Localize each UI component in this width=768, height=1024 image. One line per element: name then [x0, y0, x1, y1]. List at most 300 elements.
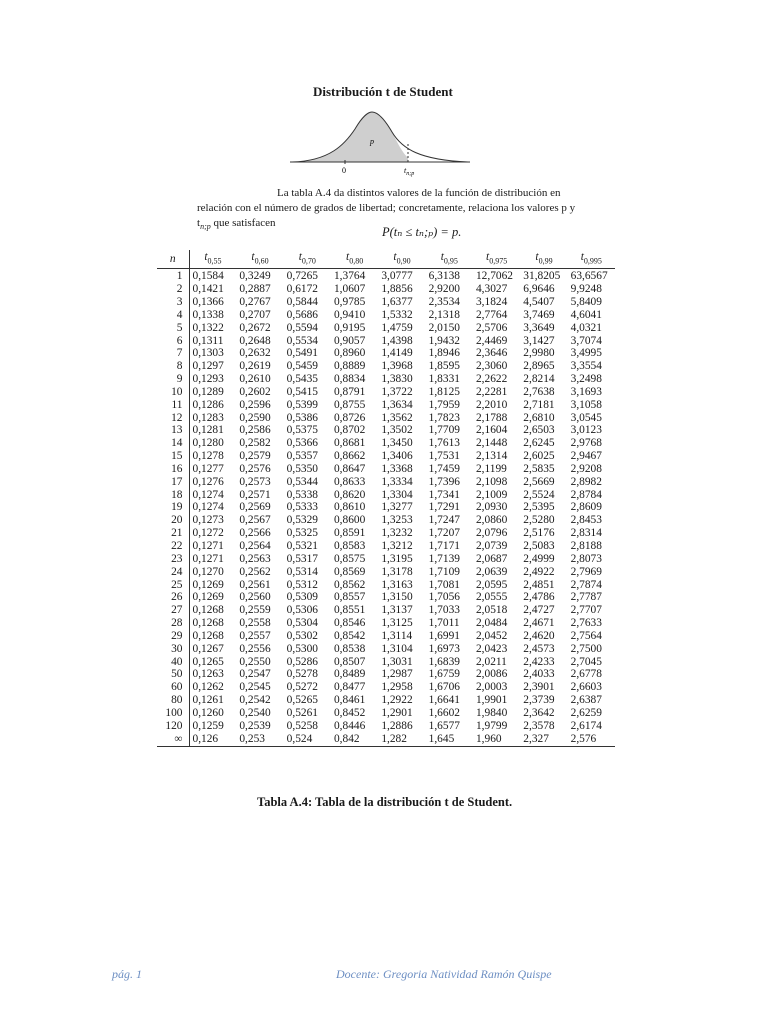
row-n: 120	[157, 720, 189, 733]
table-cell: 2,0423	[475, 642, 508, 655]
table-cell: 1,8331	[428, 373, 460, 386]
table-cell: 0,5306	[286, 604, 318, 617]
table-cell: 0,8557	[333, 591, 366, 604]
header-sub: 0,95	[443, 256, 458, 266]
table-cell: 0,5258	[286, 719, 318, 732]
table-cell: 0,1269	[192, 591, 224, 604]
table-cell: 2,6810	[523, 411, 555, 424]
table-row	[157, 694, 615, 707]
table-cell: 2,8188	[570, 540, 602, 553]
table-cell: 0,5844	[286, 295, 318, 308]
table-cell: 1,3634	[381, 398, 413, 411]
table-row	[157, 399, 615, 412]
table-cell: 0,8591	[333, 527, 366, 540]
table-cell: 1,8595	[428, 360, 460, 373]
table-row	[157, 668, 615, 681]
header-sub: 0,99	[538, 256, 553, 266]
row-n: 60	[157, 681, 189, 694]
table-cell: 0,2559	[239, 604, 271, 617]
table-cell: 1,8125	[428, 385, 460, 398]
table-cell: 0,9785	[333, 295, 366, 308]
row-n: 13	[157, 424, 189, 437]
header-quantile	[568, 250, 615, 269]
table-cell: 2,0452	[475, 629, 508, 642]
table-cell: 5,8409	[570, 295, 602, 308]
table-cell: 4,0321	[570, 321, 602, 334]
table-cell: 1,2987	[381, 668, 413, 681]
table-cell: 4,6041	[570, 308, 602, 321]
table-cell: 3,1693	[570, 385, 602, 398]
table-cell: 2,2281	[475, 385, 508, 398]
table-row	[157, 463, 615, 476]
table-cell: 2,4469	[475, 334, 508, 347]
table-cell: 0,2563	[239, 552, 271, 565]
table-cell: 0,1270	[192, 565, 224, 578]
row-n: 8	[157, 360, 189, 373]
table-cell: 0,5302	[286, 629, 318, 642]
table-cell: 1,645	[428, 732, 455, 745]
header-sub: 0,60	[254, 256, 269, 266]
table-cell: 0,2586	[239, 424, 271, 437]
table-cell: 1,3163	[381, 578, 413, 591]
table-cell: 2,5669	[523, 475, 555, 488]
table-cell: 1,7109	[428, 565, 460, 578]
table-cell: 4,3027	[475, 283, 508, 296]
table-cell: 0,5314	[286, 565, 318, 578]
table-cell: 2,7707	[570, 604, 602, 617]
table-cell: 2,0739	[475, 540, 508, 553]
table-cell: 1,4398	[381, 334, 413, 347]
table-cell: 0,5309	[286, 591, 318, 604]
table-cell: 0,126	[192, 732, 219, 745]
table-cell: 2,0555	[475, 591, 508, 604]
table-row	[157, 347, 615, 360]
table-row	[157, 296, 615, 309]
intro-sub: n;p	[200, 222, 211, 232]
table-cell: 0,5459	[286, 360, 318, 373]
table-cell: 0,5304	[286, 617, 318, 630]
table-cell: 0,1366	[192, 295, 224, 308]
t-table-container	[157, 250, 615, 747]
formula: P(tₙ ≤ tₙ;ₚ) = p.	[382, 225, 462, 239]
header-sub: 0,90	[396, 256, 411, 266]
table-cell: 1,3830	[381, 373, 413, 386]
table-cell: 1,2958	[381, 681, 413, 694]
table-row	[157, 681, 615, 694]
table-cell: 2,4033	[523, 668, 555, 681]
table-cell: 2,0796	[475, 527, 508, 540]
table-cell: 6,3138	[428, 270, 460, 283]
row-n: 5	[157, 322, 189, 335]
table-cell: 0,1274	[192, 501, 224, 514]
table-cell: 2,6174	[570, 719, 602, 732]
table-row	[157, 450, 615, 463]
table-cell: 9,9248	[570, 283, 602, 296]
row-n: 11	[157, 399, 189, 412]
header-sub: 0,55	[207, 256, 222, 266]
row-n: 10	[157, 386, 189, 399]
table-cell: 2,1318	[428, 308, 460, 321]
table-cell: 0,1276	[192, 475, 224, 488]
row-n: ∞	[157, 733, 189, 746]
table-cell: 0,9195	[333, 321, 366, 334]
table-row	[157, 733, 615, 746]
table-cell: 2,0003	[475, 681, 508, 694]
table-cell: 2,8982	[570, 475, 602, 488]
row-n: 19	[157, 501, 189, 514]
table-cell: 0,5321	[286, 540, 318, 553]
table-row	[157, 527, 615, 540]
table-cell: 0,2567	[239, 514, 271, 527]
table-cell: 0,5357	[286, 450, 318, 463]
table-cell: 2,7764	[475, 308, 508, 321]
table-cell: 1,3722	[381, 385, 413, 398]
table-cell: 2,1448	[475, 437, 508, 450]
table-cell: 0,8542	[333, 629, 366, 642]
table-cell: 2,6245	[523, 437, 555, 450]
table-cell: 1,6973	[428, 642, 460, 655]
table-cell: 1,6577	[428, 719, 460, 732]
table-cell: 1,3104	[381, 642, 413, 655]
table-row	[157, 283, 615, 296]
table-row	[157, 566, 615, 579]
table-cell: 0,1303	[192, 347, 224, 360]
table-cell: 2,0639	[475, 565, 508, 578]
table-cell: 0,2590	[239, 411, 271, 424]
table-cell: 1,7247	[428, 514, 460, 527]
table-cell: 2,7638	[523, 385, 555, 398]
table-cell: 1,9840	[475, 706, 508, 719]
table-cell: 2,576	[570, 732, 597, 745]
table-cell: 0,5686	[286, 308, 318, 321]
table-cell: 0,1265	[192, 655, 224, 668]
table-cell: 2,2010	[475, 398, 508, 411]
table-cell: 2,8965	[523, 360, 555, 373]
table-cell: 0,1286	[192, 398, 224, 411]
table-cell: 0,2557	[239, 629, 271, 642]
table-cell: 0,8489	[333, 668, 366, 681]
table-cell: 0,2672	[239, 321, 271, 334]
row-n: 14	[157, 437, 189, 450]
table-cell: 1,4149	[381, 347, 413, 360]
table-cell: 0,8791	[333, 385, 366, 398]
row-n: 18	[157, 489, 189, 502]
table-cell: 0,8551	[333, 604, 366, 617]
table-row	[157, 309, 615, 322]
table-row	[157, 643, 615, 656]
table-cell: 0,2564	[239, 540, 271, 553]
table-cell: 0,2648	[239, 334, 271, 347]
table-row	[157, 579, 615, 592]
row-n: 15	[157, 450, 189, 463]
row-n: 4	[157, 309, 189, 322]
table-cell: 1,3406	[381, 450, 413, 463]
table-row	[157, 424, 615, 437]
table-cell: 0,8461	[333, 694, 366, 707]
table-cell: 3,0123	[570, 424, 602, 437]
table-cell: 0,1311	[192, 334, 224, 347]
table-cell: 0,1272	[192, 527, 224, 540]
table-row	[157, 591, 615, 604]
header-quantile	[236, 250, 283, 269]
table-cell: 0,1283	[192, 411, 224, 424]
table-cell: 1,6641	[428, 694, 460, 707]
table-cell: 1,7823	[428, 411, 460, 424]
table-cell: 1,7207	[428, 527, 460, 540]
header-quantile	[473, 250, 520, 269]
table-cell: 0,8610	[333, 501, 366, 514]
table-cell: 2,4727	[523, 604, 555, 617]
table-cell: 2,5083	[523, 540, 555, 553]
row-n: 7	[157, 347, 189, 360]
table-cell: 0,1261	[192, 694, 224, 707]
table-cell: 0,5265	[286, 694, 318, 707]
table-cell: 1,3368	[381, 462, 413, 475]
table-cell: 1,6759	[428, 668, 460, 681]
table-row	[157, 514, 615, 527]
row-n: 25	[157, 579, 189, 592]
table-cell: 2,3642	[523, 706, 555, 719]
table-cell: 0,2561	[239, 578, 271, 591]
table-cell: 0,5399	[286, 398, 318, 411]
table-body	[157, 269, 615, 746]
intro-end: que satisfacen	[210, 217, 276, 229]
table-cell: 2,2622	[475, 373, 508, 386]
table-cell: 0,1278	[192, 450, 224, 463]
table-cell: 0,842	[333, 732, 360, 745]
table-cell: 2,0595	[475, 578, 508, 591]
table-cell: 2,0086	[475, 668, 508, 681]
table-cell: 2,3739	[523, 694, 555, 707]
table-cell: 2,3534	[428, 295, 460, 308]
table-cell: 1,6839	[428, 655, 460, 668]
row-n: 40	[157, 656, 189, 669]
table-cell: 0,1268	[192, 629, 224, 642]
table-cell: 0,8633	[333, 475, 366, 488]
table-cell: 2,0930	[475, 501, 508, 514]
table-cell: 4,5407	[523, 295, 555, 308]
table-cell: 0,8620	[333, 488, 366, 501]
footer-page: pág. 1	[112, 967, 142, 981]
table-cell: 2,5176	[523, 527, 555, 540]
row-n: 100	[157, 707, 189, 720]
table-cell: 1,7459	[428, 462, 460, 475]
table-cell: 2,1098	[475, 475, 508, 488]
row-n: 20	[157, 514, 189, 527]
table-cell: 0,1274	[192, 488, 224, 501]
table-cell: 0,5312	[286, 578, 318, 591]
table-cell: 0,2707	[239, 308, 271, 321]
table-cell: 0,9410	[333, 308, 366, 321]
header-sub: 0,70	[301, 256, 316, 266]
table-cell: 2,5706	[475, 321, 508, 334]
table-cell: 0,8755	[333, 398, 366, 411]
table-cell: 1,3031	[381, 655, 413, 668]
table-cell: 1,7171	[428, 540, 460, 553]
table-row	[157, 437, 615, 450]
table-cell: 3,7074	[570, 334, 602, 347]
table-cell: 3,4995	[570, 347, 602, 360]
table-cell: 2,9768	[570, 437, 602, 450]
table-cell: 1,7531	[428, 450, 460, 463]
table-cell: 2,4620	[523, 629, 555, 642]
table-cell: 0,8538	[333, 642, 366, 655]
table-cell: 0,8889	[333, 360, 366, 373]
table-cell: 0,6172	[286, 283, 318, 296]
table-cell: 2,327	[523, 732, 549, 745]
table-cell: 2,5835	[523, 462, 555, 475]
table-cell: 0,5594	[286, 321, 318, 334]
table-cell: 1,3178	[381, 565, 413, 578]
header-t: t	[440, 251, 444, 263]
row-n: 22	[157, 540, 189, 553]
table-cell: 1,2901	[381, 706, 413, 719]
table-cell: 0,2596	[239, 398, 271, 411]
table-cell: 2,6603	[570, 681, 602, 694]
table-cell: 1,3212	[381, 540, 413, 553]
table-cell: 0,8726	[333, 411, 366, 424]
table-cell: 0,2619	[239, 360, 271, 373]
table-cell: 1,3764	[333, 270, 366, 283]
table-cell: 3,1058	[570, 398, 602, 411]
table-cell: 0,5375	[286, 424, 318, 437]
table-cell: 0,524	[286, 732, 313, 745]
header-t: t	[298, 251, 302, 263]
table-cell: 0,8662	[333, 450, 366, 463]
header-t: t	[251, 251, 255, 263]
table-cell: 2,0150	[428, 321, 460, 334]
table-cell: 0,8546	[333, 617, 366, 630]
table-cell: 0,2573	[239, 475, 271, 488]
table-cell: 2,1788	[475, 411, 508, 424]
table-cell: 2,6503	[523, 424, 555, 437]
row-n: 28	[157, 617, 189, 630]
table-cell: 1,8856	[381, 283, 413, 296]
table-cell: 1,7056	[428, 591, 460, 604]
table-cell: 0,8834	[333, 373, 366, 386]
table-cell: 6,9646	[523, 283, 555, 296]
header-quantile	[284, 250, 331, 269]
header-quantile	[378, 250, 425, 269]
table-cell: 2,3646	[475, 347, 508, 360]
table-cell: 0,1271	[192, 552, 224, 565]
table-cell: 0,5344	[286, 475, 318, 488]
table-cell: 0,5435	[286, 373, 318, 386]
table-cell: 2,0211	[475, 655, 507, 668]
table-cell: 0,5534	[286, 334, 318, 347]
table-cell: 2,9208	[570, 462, 602, 475]
table-row	[157, 360, 615, 373]
table-cell: 2,3578	[523, 719, 555, 732]
table-cell: 0,1271	[192, 540, 224, 553]
table-cell: 0,1277	[192, 462, 224, 475]
table-cell: 2,4922	[523, 565, 555, 578]
row-n: 26	[157, 591, 189, 604]
row-n: 21	[157, 527, 189, 540]
table-cell: 1,7959	[428, 398, 460, 411]
table-cell: 0,1268	[192, 617, 224, 630]
table-cell: 0,2602	[239, 385, 271, 398]
table-cell: 3,2498	[570, 373, 602, 386]
row-n: 29	[157, 630, 189, 643]
table-cell: 0,2887	[239, 283, 271, 296]
row-n: 27	[157, 604, 189, 617]
table-cell: 2,8609	[570, 501, 602, 514]
table-cell: 1,282	[381, 732, 407, 745]
table-cell: 0,2566	[239, 527, 271, 540]
table-cell: 1,7033	[428, 604, 460, 617]
table-cell: 0,1273	[192, 514, 224, 527]
table-cell: 1,6602	[428, 706, 460, 719]
table-cell: 1,3232	[381, 527, 413, 540]
table-cell: 0,8583	[333, 540, 366, 553]
table-cell: 0,1263	[192, 668, 224, 681]
axis-quantile-sub: n;p	[406, 171, 415, 177]
table-cell: 0,3249	[239, 270, 271, 283]
table-cell: 0,2767	[239, 295, 271, 308]
table-cell: 3,0545	[570, 411, 602, 424]
page-title: Distribución t de Student	[313, 84, 453, 99]
table-row	[157, 501, 615, 514]
table-cell: 1,3334	[381, 475, 413, 488]
table-cell: 0,2547	[239, 668, 271, 681]
table-cell: 0,5278	[286, 668, 318, 681]
row-n: 50	[157, 668, 189, 681]
table-cell: 1,9432	[428, 334, 460, 347]
table-cell: 0,2569	[239, 501, 271, 514]
table-cell: 1,2886	[381, 719, 413, 732]
table-cell: 2,9467	[570, 450, 602, 463]
table-cell: 2,4233	[523, 655, 555, 668]
table-cell: 3,0777	[381, 270, 413, 283]
table-cell: 0,2542	[239, 694, 271, 707]
table-row	[157, 489, 615, 502]
row-n: 9	[157, 373, 189, 386]
table-cell: 1,3502	[381, 424, 413, 437]
table-cell: 1,6991	[428, 629, 460, 642]
table-cell: 2,3060	[475, 360, 508, 373]
table-cell: 0,8569	[333, 565, 366, 578]
table-cell: 0,5272	[286, 681, 318, 694]
table-cell: 0,2545	[239, 681, 271, 694]
table-cell: 1,3562	[381, 411, 413, 424]
table-cell: 1,3277	[381, 501, 413, 514]
table-cell: 1,7139	[428, 552, 460, 565]
table-cell: 2,6387	[570, 694, 602, 707]
table-cell: 1,3114	[381, 629, 413, 642]
table-cell: 0,2550	[239, 655, 271, 668]
table-cell: 1,7291	[428, 501, 460, 514]
table-cell: 2,8214	[523, 373, 555, 386]
table-cell: 2,1199	[475, 462, 507, 475]
table-cell: 31,8205	[523, 270, 561, 283]
table-cell: 2,8073	[570, 552, 602, 565]
table-cell: 2,5395	[523, 501, 555, 514]
table-row	[157, 656, 615, 669]
table-cell: 3,7469	[523, 308, 555, 321]
table-row	[157, 604, 615, 617]
table-cell: 0,5317	[286, 552, 318, 565]
table-cell: 0,8477	[333, 681, 366, 694]
row-n: 2	[157, 283, 189, 296]
table-cell: 1,6377	[381, 295, 413, 308]
header-sub: 0,995	[583, 256, 602, 266]
table-cell: 12,7062	[475, 270, 513, 283]
table-cell: 0,1281	[192, 424, 224, 437]
t-distribution-curve	[290, 104, 470, 180]
table-cell: 1,5332	[381, 308, 413, 321]
table-cell: 0,8452	[333, 706, 366, 719]
